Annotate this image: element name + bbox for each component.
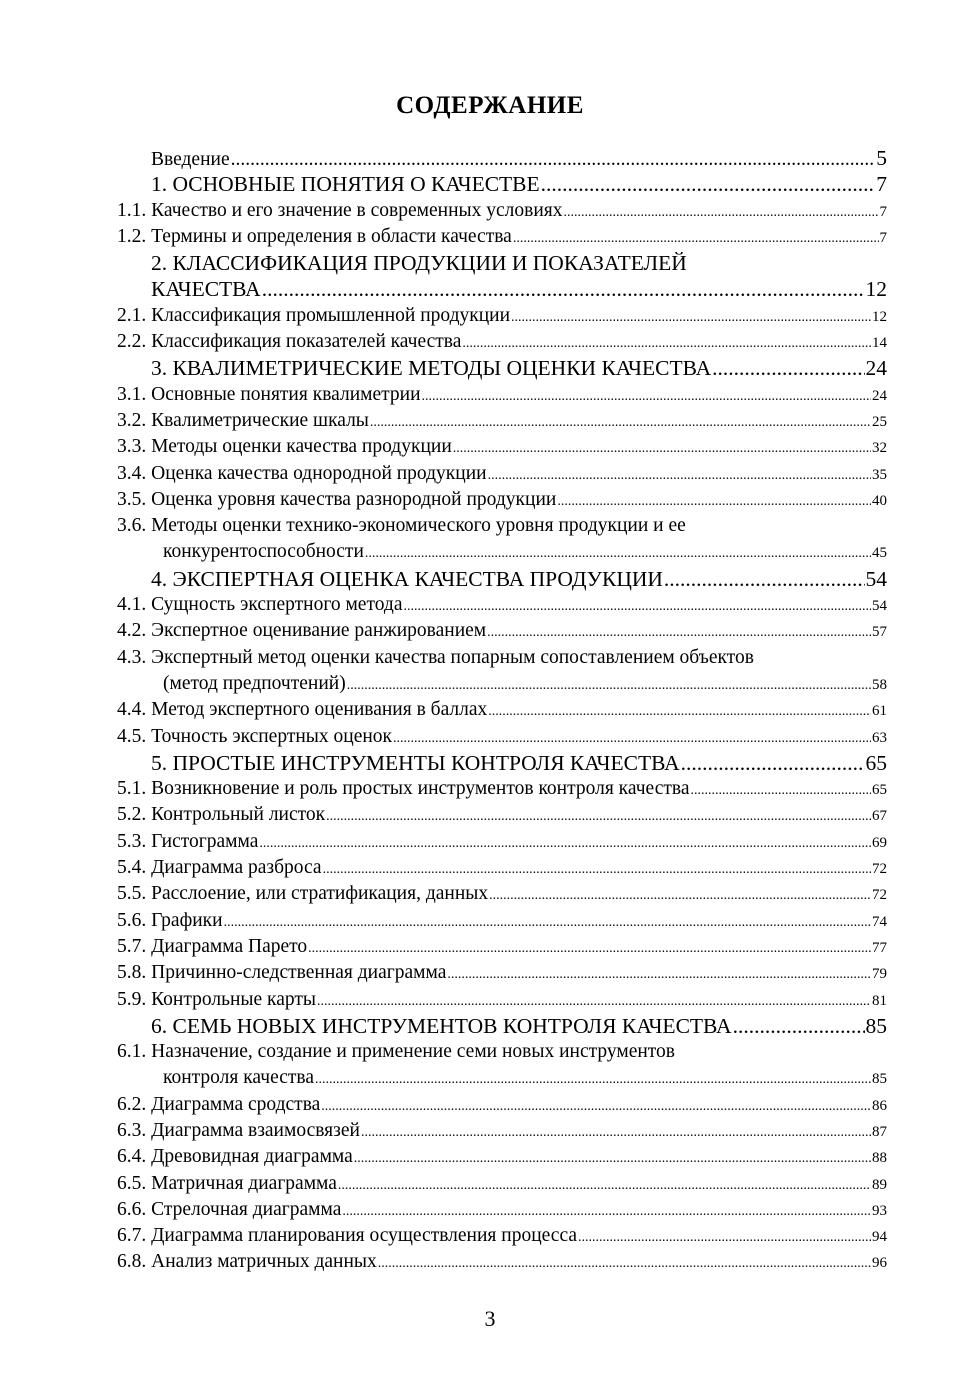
toc-entry-page: 85 (865, 1013, 887, 1038)
toc-leader-dots (513, 224, 879, 252)
toc-entry-page: 88 (872, 1150, 887, 1167)
toc-entry-page: 87 (872, 1123, 887, 1140)
toc-entry-title: 5.3. Гистограмма (117, 830, 259, 852)
toc-leader-dots (453, 434, 871, 462)
toc-entry-title: 6.6. Стрелочная диаграмма (117, 1198, 342, 1220)
toc-leader-dots (712, 355, 864, 381)
toc-leader-dots (422, 382, 871, 410)
toc-entry-page: 93 (872, 1202, 887, 1219)
toc-entry-page: 14 (872, 335, 887, 352)
toc-entry-page: 65 (865, 750, 887, 775)
toc-leader-dots (378, 1249, 871, 1277)
toc-entry-title: 6.4. Древовидная диаграмма (117, 1146, 353, 1168)
toc-entry[interactable] (117, 618, 887, 644)
toc-entry[interactable] (117, 592, 887, 618)
toc-entry[interactable] (117, 802, 887, 828)
toc-entry[interactable] (117, 908, 887, 934)
toc-entry-title: 5.8. Причинно-следственная диаграмма (117, 962, 447, 984)
toc-leader-dots (488, 697, 871, 725)
toc-entry-title: 6.1. Назначение, создание и применение семи новых инструментов (117, 1041, 676, 1063)
toc-entry-title: 3.6. Методы оценки технико-экономического уровня продукции и ее (117, 515, 686, 537)
toc-entry-title: 6.2. Диаграмма сродства (117, 1093, 321, 1115)
toc-entry-page: 86 (872, 1097, 887, 1114)
toc-entry[interactable] (117, 1249, 887, 1275)
toc-entry-page: 72 (872, 861, 887, 878)
toc-entry-title: 1.1. Качество и его значение в современных условиях (117, 199, 563, 221)
toc-entry[interactable] (117, 1223, 887, 1249)
toc-entry[interactable] (117, 724, 887, 750)
toc-entry[interactable] (117, 145, 887, 171)
toc-leader-dots (681, 750, 865, 776)
toc-leader-dots (511, 303, 871, 331)
toc-entry-page: 54 (872, 598, 887, 615)
toc-entry[interactable] (117, 881, 887, 907)
toc-entry-page: 5 (876, 146, 887, 170)
toc-entry[interactable] (117, 1171, 887, 1197)
toc-entry-title: (метод предпочтений) (163, 672, 346, 694)
toc-entry[interactable] (117, 671, 887, 697)
page-number: 3 (484, 1306, 496, 1331)
toc-entry[interactable] (117, 934, 887, 960)
toc-entry-title: 4. ЭКСПЕРТНАЯ ОЦЕНКА КАЧЕСТВА ПРОДУКЦИИ (151, 566, 663, 591)
toc-leader-dots (487, 618, 871, 646)
toc-entry-title: 2.1. Классификация промышленной продукции (117, 304, 511, 326)
toc-leader-dots (326, 802, 871, 830)
toc-entry-title: 4.3. Экспертный метод оценки качества попарным сопоставлением объектов (117, 646, 754, 668)
toc-leader-dots (578, 1223, 871, 1251)
toc-leader-dots (365, 539, 871, 567)
toc-entry-title: 3.3. Методы оценки качества продукции (117, 436, 452, 458)
toc-entry-page: 96 (872, 1255, 887, 1272)
toc-entry-title: 3.5. Оценка уровня качества разнородной продукции (117, 488, 557, 510)
toc-entry[interactable] (117, 434, 887, 460)
toc-entry-page: 32 (872, 440, 887, 457)
toc-entry-page: 74 (872, 913, 887, 930)
toc-entry[interactable] (117, 276, 887, 302)
toc-entry-title: КАЧЕСТВА (151, 277, 261, 302)
toc-entry-title: 5.4. Диаграмма разброса (117, 857, 322, 879)
toc-entry[interactable] (117, 1039, 887, 1065)
toc-entry[interactable] (117, 1092, 887, 1118)
toc-leader-dots (664, 566, 865, 592)
toc-entry-page: 24 (872, 387, 887, 404)
toc-entry-page: 40 (872, 492, 887, 509)
toc-entry-title: 1. ОСНОВНЫЕ ПОНЯТИЯ О КАЧЕСТВЕ (151, 172, 540, 197)
toc-entry-title: 6.7. Диаграмма планирования осуществления процесса (117, 1225, 577, 1247)
toc-entry-page: 57 (872, 624, 887, 641)
toc-entry[interactable] (117, 250, 887, 276)
toc-entry-page: 61 (872, 703, 887, 720)
toc-leader-dots (323, 855, 871, 883)
toc-entry-title: 3.4. Оценка качества однородной продукции (117, 462, 487, 484)
toc-leader-dots (733, 1013, 865, 1039)
toc-entry[interactable] (117, 645, 887, 671)
toc-entry[interactable] (117, 539, 887, 565)
toc-entry-page: 81 (872, 992, 887, 1009)
toc-entry-page: 79 (872, 966, 887, 983)
toc-entry-page: 7 (879, 203, 887, 220)
toc-leader-dots (262, 276, 865, 302)
toc-entry-title: 6.8. Анализ матричных данных (117, 1251, 377, 1273)
toc-entry-page: 35 (872, 466, 887, 483)
toc-leader-dots (404, 592, 872, 620)
toc-leader-dots (224, 908, 871, 936)
toc-entry-page: 69 (872, 834, 887, 851)
toc-entry[interactable] (117, 1144, 887, 1170)
toc-entry[interactable] (117, 987, 887, 1013)
toc-entry[interactable] (117, 171, 887, 197)
toc-entry-title: 2.2. Классификация показателей качества (117, 331, 462, 353)
toc-entry[interactable] (117, 224, 887, 250)
toc-leader-dots (315, 1065, 871, 1093)
toc-entry-page: 94 (872, 1229, 887, 1246)
toc-entry-page: 58 (872, 676, 887, 693)
toc-entry-page: 7 (879, 229, 887, 246)
toc-entry[interactable] (117, 487, 887, 513)
toc-entry-title: 5.7. Диаграмма Парето (117, 935, 308, 957)
toc-leader-dots (690, 776, 871, 804)
toc-entry-title: 4.2. Экспертное оценивание ранжированием (117, 620, 487, 642)
toc-entry[interactable] (117, 776, 887, 802)
table-of-contents (117, 145, 887, 1276)
toc-leader-dots (308, 934, 871, 962)
toc-entry-title: Введение (151, 149, 230, 170)
toc-entry-page: 65 (872, 782, 887, 799)
toc-entry-title: 1.2. Термины и определения в области качества (117, 225, 512, 247)
toc-entry-page: 54 (865, 566, 887, 591)
toc-entry-page: 63 (872, 729, 887, 746)
toc-leader-dots (489, 881, 871, 909)
toc-entry-title: 6.5. Матричная диаграмма (117, 1172, 337, 1194)
toc-entry[interactable] (117, 408, 887, 434)
toc-leader-dots (231, 147, 876, 173)
toc-leader-dots (338, 1171, 871, 1199)
toc-entry[interactable] (117, 198, 887, 224)
toc-entry[interactable] (117, 697, 887, 723)
toc-leader-dots (447, 960, 871, 988)
toc-entry[interactable] (117, 566, 887, 592)
toc-leader-dots (557, 487, 871, 515)
toc-leader-dots (361, 1118, 871, 1146)
toc-entry[interactable] (117, 329, 887, 355)
toc-leader-dots (347, 671, 871, 699)
toc-leader-dots (321, 1092, 871, 1120)
toc-entry-page: 45 (872, 545, 887, 562)
toc-entry-title: 4.1. Сущность экспертного метода (117, 594, 403, 616)
toc-entry[interactable] (117, 750, 887, 776)
toc-leader-dots (541, 171, 876, 197)
toc-entry-page: 85 (872, 1071, 887, 1088)
toc-entry-page: 7 (876, 172, 887, 197)
toc-entry[interactable] (117, 303, 887, 329)
toc-entry-title: 4.4. Метод экспертного оценивания в баллах (117, 699, 488, 721)
toc-entry-page: 24 (865, 356, 887, 381)
toc-entry[interactable] (117, 461, 887, 487)
toc-leader-dots (259, 829, 871, 857)
toc-entry-page: 77 (872, 939, 887, 956)
toc-leader-dots (370, 408, 871, 436)
toc-entry-title: 6.3. Диаграмма взаимосвязей (117, 1119, 360, 1141)
page-title: СОДЕРЖАНИЕ (396, 92, 584, 119)
toc-leader-dots (354, 1144, 871, 1172)
toc-leader-dots (393, 724, 871, 752)
toc-entry-title: 2. КЛАССИФИКАЦИЯ ПРОДУКЦИИ И ПОКАЗАТЕЛЕЙ (151, 251, 687, 276)
toc-entry-page: 72 (872, 887, 887, 904)
toc-leader-dots (462, 329, 871, 357)
toc-leader-dots (488, 461, 871, 489)
toc-entry-page: 89 (872, 1176, 887, 1193)
toc-entry[interactable] (117, 1118, 887, 1144)
toc-entry-title: 3.1. Основные понятия квалиметрии (117, 383, 421, 405)
toc-entry-title: 3.2. Квалиметрические шкалы (117, 409, 369, 431)
toc-entry-title: 5.2. Контрольный листок (117, 804, 326, 826)
toc-entry[interactable] (117, 513, 887, 539)
toc-entry[interactable] (117, 960, 887, 986)
toc-entry-title: 5.1. Возникновение и роль простых инструментов контроля качества (117, 778, 690, 800)
toc-entry-title: 3. КВАЛИМЕТРИЧЕСКИЕ МЕТОДЫ ОЦЕНКИ КАЧЕСТВА (151, 356, 712, 381)
toc-entry-title: 4.5. Точность экспертных оценок (117, 725, 393, 747)
toc-leader-dots (342, 1197, 871, 1225)
toc-entry-page: 67 (872, 808, 887, 825)
toc-entry-title: 6. СЕМЬ НОВЫХ ИНСТРУМЕНТОВ КОНТРОЛЯ КАЧЕСТВА (151, 1013, 732, 1038)
toc-entry-title: 5. ПРОСТЫЕ ИНСТРУМЕНТЫ КОНТРОЛЯ КАЧЕСТВА (151, 750, 680, 775)
toc-entry[interactable] (117, 355, 887, 381)
toc-entry[interactable] (117, 1197, 887, 1223)
toc-entry[interactable] (117, 855, 887, 881)
toc-entry-page: 12 (865, 277, 887, 302)
toc-entry-page: 12 (872, 308, 887, 325)
toc-entry-title: 5.6. Графики (117, 909, 223, 931)
toc-entry-title: 5.9. Контрольные карты (117, 988, 316, 1010)
toc-entry-page: 25 (872, 413, 887, 430)
toc-entry[interactable] (117, 382, 887, 408)
toc-entry[interactable] (117, 1013, 887, 1039)
toc-entry[interactable] (117, 829, 887, 855)
toc-entry[interactable] (117, 1065, 887, 1091)
toc-leader-dots (564, 198, 879, 226)
toc-entry-title: контроля качества (163, 1067, 315, 1089)
toc-entry-title: 5.5. Расслоение, или стратификация, данных (117, 883, 489, 905)
toc-leader-dots (317, 987, 871, 1015)
toc-entry-title: конкурентоспособности (163, 541, 364, 563)
